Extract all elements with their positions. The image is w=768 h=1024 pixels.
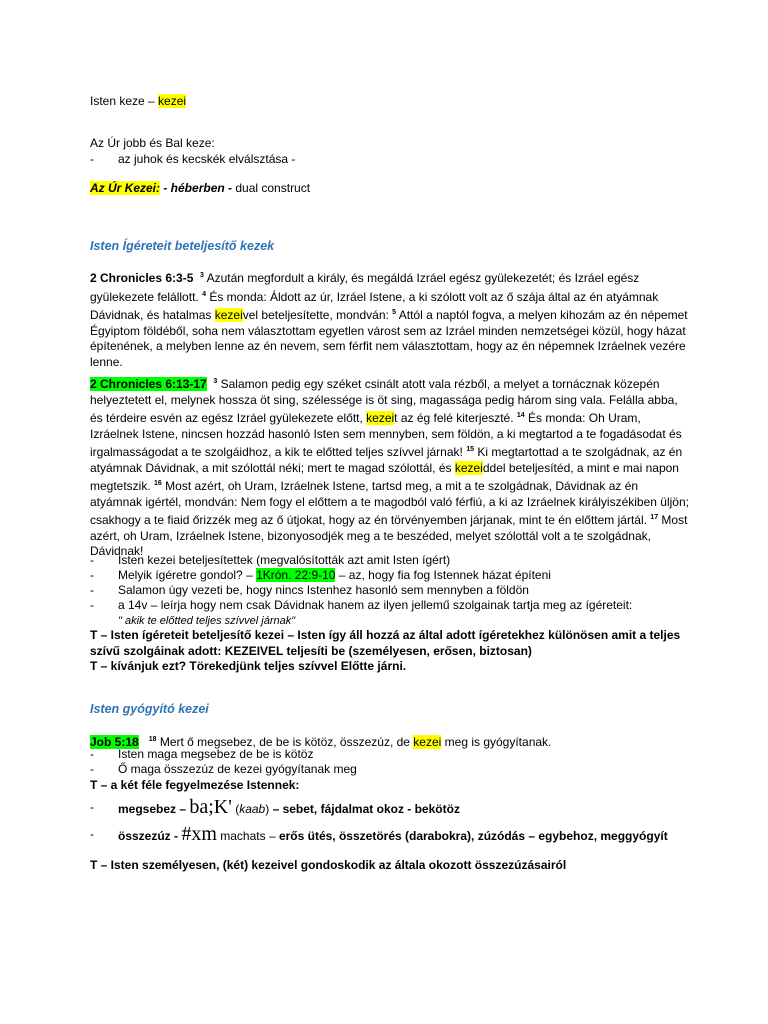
section-heading-promises: Isten Ígéreteit beteljesítő kezek (90, 239, 275, 253)
intro-list (90, 152, 690, 167)
chronicles-passage-2: 2 Chronicles 6:13-17 $^3$ Salamon pedig egy széket csinált atott vala rézből, a melyet a tornácznak közepén helyeztetett el, melynek hossza öt sing, szélessége is öt sing, magassága pedig három sing vala. Felálla abba, és térdeire esvén az egész Izráel gyülekezete előtt, kezeit az ég felé kiterjeszté. $^{14}$ És monda: Oh Uram, Izráelnek Istene, nincsen hozzád hasonló Isten sem mennyben, sem földön, a ki megtartod a te fogadásodat és irgalmasságodat a te szolgáidhoz, a kik te előtted teljes szívvel járnak! $^{15}$ Ki megtartottad a te szolgádnak, az én atyámnak Dávidnak, a mit szólottál néki; mert te magad szólottál, és kezeiddel beteljesítéd, a mint e mai napon megtetszik. $^{16}$ Most azért, oh Uram, Izráelnek Istene, tartsd meg, a mit a te szolgádnak, Dávidnak az én atyámnak igértél, mondván: Nem fogy el előttem a te magodból való férfiú, a ki az Izráelnek királyiszékiben üljön; csakhogy a te fiaid őrizzék meg az ő útjokat, hogy az én törvényemben járjanak, mint te én előttem jártál. $^{17}$ Most azért, oh Uram, Izráelnek Istene, bizonyosodjék meg a te beszéded, melyet szólottál volt a te szolgádnak, Dávidnak! (90, 377, 689, 558)
title-highlight: kezei (158, 94, 187, 108)
list-item: - az juhok és kecskék elválsztása - (90, 152, 690, 167)
list-item: - összezúz - #xm machats – erős ütés, összetörés (darabokra), zúzódás – egybehoz, meggyógyít (90, 826, 690, 845)
list-item: - Melyik ígéretre gondol? – 1Krón. 22:9-10 – az, hogy fia fog Istennek házat építeni (90, 568, 690, 583)
section-heading-healing: Isten gyógyító kezei (90, 702, 209, 716)
list-item: - Isten kezei beteljesítettek (megvalósították azt amit Isten ígért) (90, 553, 690, 568)
document-title: Isten keze – kezei (90, 94, 187, 108)
takeaway-1: T – Isten ígéreteit beteljesítő kezei – Isten így áll hozzá az által adott ígéretekhez különösen amit a teljes szívű szolgáinak adott: KEZEIVEL teljesíti be (személyesen, erősen, biztosan) (90, 628, 681, 658)
takeaway-3: T – a két féle fegyelmezése Istennek: (90, 778, 300, 792)
list-item: - Salamon úgy vezeti be, hogy nincs Istenhez hasonló sem mennyben a földön (90, 583, 690, 598)
list-item: - Isten maga megsebez de be is kötöz (90, 747, 690, 762)
takeaway-2: T – kívánjuk ezt? Törekedjünk teljes szívvel Előtte járni. (90, 659, 407, 673)
job-passage: Job 5:18 $^{18}$ Mert ő megsebez, de be is kötöz, összezúz, de kezei meg is gyógyítanak. (90, 735, 552, 749)
dual-construct-line: Az Úr Kezei: - héberben - dual construct (90, 181, 311, 195)
promises-list (90, 553, 690, 629)
list-item: - a 14v – leírja hogy nem csak Dávidnak hanem az ilyen jellemű szolgainak tartja meg az ígéreteit: " akik te előtted teljes szívvel járnak" (90, 598, 690, 629)
intro-line: Az Úr jobb és Bal keze: (90, 136, 215, 150)
hebrew-words-list (90, 796, 690, 845)
healing-list (90, 747, 690, 777)
takeaway-4: T – Isten személyesen, (két) kezeivel gondoskodik az általa okozott összezúzásairól (90, 858, 567, 872)
list-item: - megsebez – ba;K' (kaab) – sebet, fájdalmat okoz - bekötöz (90, 796, 690, 820)
chronicles-passage-1: 2 Chronicles 6:3-5 $^3$ Azután megfordult a király, és megáldá Izráel egész gyülekezetét; és Izráel egész gyülekezete felállott. $^4$ És monda: Áldott az úr, Izráel Istene, a ki szólott volt az ő szája által az én atyámnak Dávidnak, és hatalmas kezeivel beteljesítette, mondván: $^5$ Attól a naptól fogva, a melyen kihozám az én népemet Égyiptom földéből, soha nem választottam egyetlen várost sem az Izráel minden nemzetségei közül, hogy házat építenének, a melyben lenne az én nevem, sem férfit nem választottam, hogy az én népemnek Izráelnek vezére lenne. (90, 271, 688, 369)
list-item: - Ő maga összezúz de kezei gyógyítanak meg (90, 762, 690, 777)
